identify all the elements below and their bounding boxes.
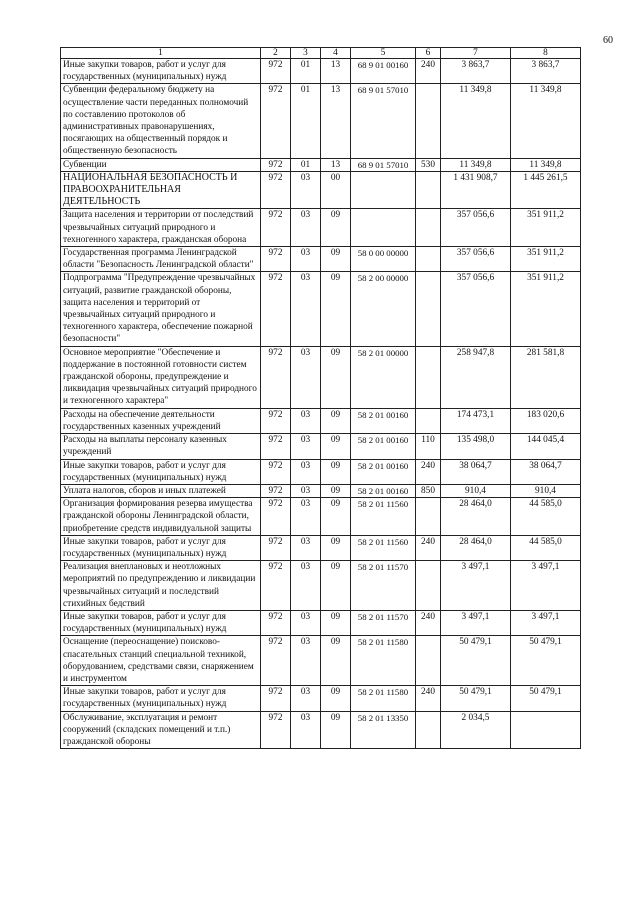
cell-target-article: 58 2 01 00160 — [351, 408, 416, 433]
table-row — [61, 59, 581, 84]
header-cell: 7 — [441, 48, 511, 59]
cell-expense-type — [416, 711, 441, 749]
cell-name: Иные закупки товаров, работ и услуг для государственных (муниципальных) нужд — [61, 59, 261, 84]
header-cell: 4 — [321, 48, 351, 59]
cell-name: Расходы на обеспечение деятельности государственных казенных учреждений — [61, 408, 261, 433]
cell-name: НАЦИОНАЛЬНАЯ БЕЗОПАСНОСТЬ И ПРАВООХРАНИТЕЛЬНАЯ ДЕЯТЕЛЬНОСТЬ — [61, 171, 261, 209]
cell-section: 03 — [291, 711, 321, 749]
cell-ministry-code: 972 — [261, 408, 291, 433]
cell-amount-year2: 11 349,8 — [511, 84, 581, 158]
cell-amount-year1: 11 349,8 — [441, 84, 511, 158]
cell-subsection: 09 — [321, 346, 351, 408]
table-row — [61, 84, 581, 158]
cell-amount-year1: 910,4 — [441, 484, 511, 497]
cell-subsection: 00 — [321, 171, 351, 209]
table-row — [61, 484, 581, 497]
table-row — [61, 636, 581, 686]
cell-amount-year2: 3 497,1 — [511, 561, 581, 611]
header-cell: 8 — [511, 48, 581, 59]
cell-amount-year2: 183 020,6 — [511, 408, 581, 433]
cell-amount-year1: 50 479,1 — [441, 686, 511, 711]
table-row — [61, 434, 581, 459]
header-cell: 2 — [261, 48, 291, 59]
cell-amount-year2: 144 045,4 — [511, 434, 581, 459]
cell-subsection: 09 — [321, 610, 351, 635]
cell-target-article: 68 9 01 00160 — [351, 59, 416, 84]
cell-subsection: 09 — [321, 272, 351, 346]
cell-ministry-code: 972 — [261, 498, 291, 536]
cell-name: Субвенции — [61, 158, 261, 171]
cell-name: Иные закупки товаров, работ и услуг для государственных (муниципальных) нужд — [61, 686, 261, 711]
cell-target-article: 58 2 01 11580 — [351, 686, 416, 711]
cell-section: 01 — [291, 59, 321, 84]
cell-ministry-code: 972 — [261, 158, 291, 171]
cell-ministry-code: 972 — [261, 711, 291, 749]
cell-subsection: 09 — [321, 209, 351, 247]
cell-expense-type — [416, 498, 441, 536]
cell-amount-year1: 3 863,7 — [441, 59, 511, 84]
table-row — [61, 561, 581, 611]
cell-amount-year2: 351 911,2 — [511, 272, 581, 346]
cell-subsection: 09 — [321, 636, 351, 686]
cell-ministry-code: 972 — [261, 59, 291, 84]
cell-section: 03 — [291, 686, 321, 711]
cell-subsection: 09 — [321, 498, 351, 536]
cell-expense-type — [416, 408, 441, 433]
table-row — [61, 498, 581, 536]
cell-expense-type — [416, 272, 441, 346]
cell-expense-type: 240 — [416, 459, 441, 484]
cell-subsection: 09 — [321, 434, 351, 459]
cell-section: 03 — [291, 535, 321, 560]
page-number: 60 — [603, 35, 613, 46]
table-row — [61, 711, 581, 749]
cell-subsection: 09 — [321, 686, 351, 711]
cell-amount-year2: 50 479,1 — [511, 686, 581, 711]
cell-amount-year2: 1 445 261,5 — [511, 171, 581, 209]
header-cell: 6 — [416, 48, 441, 59]
cell-target-article: 58 2 01 00000 — [351, 346, 416, 408]
cell-ministry-code: 972 — [261, 346, 291, 408]
cell-amount-year2: 3 863,7 — [511, 59, 581, 84]
table-row — [61, 459, 581, 484]
cell-subsection: 09 — [321, 535, 351, 560]
cell-ministry-code: 972 — [261, 247, 291, 272]
header-cell: 3 — [291, 48, 321, 59]
cell-amount-year2: 351 911,2 — [511, 209, 581, 247]
cell-amount-year1: 357 056,6 — [441, 247, 511, 272]
cell-amount-year2: 910,4 — [511, 484, 581, 497]
cell-name: Иные закупки товаров, работ и услуг для государственных (муниципальных) нужд — [61, 459, 261, 484]
cell-expense-type: 850 — [416, 484, 441, 497]
table-row — [61, 535, 581, 560]
cell-amount-year2: 351 911,2 — [511, 247, 581, 272]
cell-name: Иные закупки товаров, работ и услуг для государственных (муниципальных) нужд — [61, 535, 261, 560]
table-row — [61, 346, 581, 408]
cell-section: 03 — [291, 561, 321, 611]
cell-ministry-code: 972 — [261, 171, 291, 209]
cell-target-article — [351, 171, 416, 209]
cell-ministry-code: 972 — [261, 84, 291, 158]
cell-amount-year1: 357 056,6 — [441, 209, 511, 247]
cell-amount-year2 — [511, 711, 581, 749]
cell-target-article: 58 2 01 00160 — [351, 459, 416, 484]
cell-expense-type — [416, 346, 441, 408]
cell-subsection: 09 — [321, 459, 351, 484]
cell-target-article: 58 2 00 00000 — [351, 272, 416, 346]
cell-amount-year1: 38 064,7 — [441, 459, 511, 484]
cell-name: Субвенции федеральному бюджету на осуществление части переданных полномочий по составлению протоколов об административных правонарушениях, посягающих на общественный порядок и общественную безопасность — [61, 84, 261, 158]
cell-expense-type — [416, 636, 441, 686]
table-row — [61, 247, 581, 272]
cell-amount-year2: 44 585,0 — [511, 535, 581, 560]
cell-amount-year1: 2 034,5 — [441, 711, 511, 749]
cell-name: Уплата налогов, сборов и иных платежей — [61, 484, 261, 497]
cell-name: Защита населения и территории от последствий чрезвычайных ситуаций природного и техногенного характера, гражданская оборона — [61, 209, 261, 247]
cell-target-article: 58 2 01 11570 — [351, 561, 416, 611]
cell-expense-type: 240 — [416, 686, 441, 711]
cell-name: Подпрограмма "Предупреждение чрезвычайных ситуаций, развитие гражданской обороны, защита населения и территорий от чрезвычайных ситуаций природного и техногенного характера, обеспечение пожарной безопасности" — [61, 272, 261, 346]
cell-section: 03 — [291, 434, 321, 459]
cell-name: Расходы на выплаты персоналу казенных учреждений — [61, 434, 261, 459]
cell-target-article: 58 2 01 11560 — [351, 498, 416, 536]
cell-expense-type: 110 — [416, 434, 441, 459]
table-row — [61, 171, 581, 209]
cell-target-article: 58 2 01 11580 — [351, 636, 416, 686]
cell-name: Основное мероприятие "Обеспечение и поддержание в постоянной готовности систем гражданской обороны, предупреждение и ликвидация чрезвычайных ситуаций природного и техногенного характера" — [61, 346, 261, 408]
cell-subsection: 13 — [321, 84, 351, 158]
cell-expense-type: 240 — [416, 59, 441, 84]
cell-expense-type: 240 — [416, 610, 441, 635]
cell-amount-year1: 357 056,6 — [441, 272, 511, 346]
cell-section: 01 — [291, 158, 321, 171]
table-row — [61, 209, 581, 247]
cell-section: 03 — [291, 636, 321, 686]
cell-ministry-code: 972 — [261, 484, 291, 497]
cell-ministry-code: 972 — [261, 459, 291, 484]
cell-amount-year2: 281 581,8 — [511, 346, 581, 408]
cell-expense-type: 240 — [416, 535, 441, 560]
cell-ministry-code: 972 — [261, 610, 291, 635]
cell-section: 03 — [291, 610, 321, 635]
cell-section: 03 — [291, 484, 321, 497]
cell-expense-type — [416, 209, 441, 247]
cell-section: 03 — [291, 459, 321, 484]
header-cell: 1 — [61, 48, 261, 59]
cell-target-article: 58 2 01 11560 — [351, 535, 416, 560]
cell-section: 03 — [291, 247, 321, 272]
cell-section: 03 — [291, 171, 321, 209]
cell-target-article: 58 2 01 11570 — [351, 610, 416, 635]
cell-amount-year2: 50 479,1 — [511, 636, 581, 686]
cell-section: 01 — [291, 84, 321, 158]
header-cell: 5 — [351, 48, 416, 59]
cell-amount-year1: 3 497,1 — [441, 610, 511, 635]
cell-target-article: 58 2 01 13350 — [351, 711, 416, 749]
table-row — [61, 158, 581, 171]
cell-ministry-code: 972 — [261, 209, 291, 247]
cell-ministry-code: 972 — [261, 535, 291, 560]
cell-ministry-code: 972 — [261, 686, 291, 711]
cell-target-article: 68 9 01 57010 — [351, 84, 416, 158]
cell-amount-year1: 258 947,8 — [441, 346, 511, 408]
table-row — [61, 408, 581, 433]
cell-target-article: 58 0 00 00000 — [351, 247, 416, 272]
cell-subsection: 09 — [321, 561, 351, 611]
cell-name: Реализация внеплановых и неотложных мероприятий по предупреждению и ликвидации чрезвычайных ситуаций и последствий стихийных бедствий — [61, 561, 261, 611]
table-row — [61, 686, 581, 711]
cell-amount-year1: 174 473,1 — [441, 408, 511, 433]
cell-section: 03 — [291, 498, 321, 536]
cell-amount-year1: 28 464,0 — [441, 535, 511, 560]
cell-amount-year1: 28 464,0 — [441, 498, 511, 536]
cell-amount-year1: 50 479,1 — [441, 636, 511, 686]
cell-expense-type — [416, 84, 441, 158]
cell-section: 03 — [291, 209, 321, 247]
cell-name: Иные закупки товаров, работ и услуг для государственных (муниципальных) нужд — [61, 610, 261, 635]
cell-section: 03 — [291, 408, 321, 433]
cell-ministry-code: 972 — [261, 272, 291, 346]
cell-amount-year2: 44 585,0 — [511, 498, 581, 536]
cell-name: Государственная программа Ленинградской области "Безопасность Ленинградской области" — [61, 247, 261, 272]
cell-ministry-code: 972 — [261, 434, 291, 459]
cell-section: 03 — [291, 272, 321, 346]
cell-expense-type: 530 — [416, 158, 441, 171]
cell-name: Обслуживание, эксплуатация и ремонт сооружений (складских помещений и т.п.) гражданской обороны — [61, 711, 261, 749]
cell-amount-year2: 38 064,7 — [511, 459, 581, 484]
cell-subsection: 09 — [321, 408, 351, 433]
cell-subsection: 09 — [321, 484, 351, 497]
table-row — [61, 610, 581, 635]
table-row — [61, 272, 581, 346]
cell-name: Оснащение (переоснащение) поисково-спасательных станций специальной техникой, оборудованием, средствами связи, снаряжением и инструментом — [61, 636, 261, 686]
cell-subsection: 09 — [321, 711, 351, 749]
cell-name: Организация формирования резерва имущества гражданской обороны Ленинградской области, приобретение средств индивидуальной защиты — [61, 498, 261, 536]
header-row — [61, 48, 581, 59]
cell-expense-type — [416, 171, 441, 209]
cell-section: 03 — [291, 346, 321, 408]
cell-subsection: 13 — [321, 158, 351, 171]
cell-amount-year2: 11 349,8 — [511, 158, 581, 171]
cell-target-article — [351, 209, 416, 247]
budget-table — [60, 47, 581, 749]
cell-expense-type — [416, 247, 441, 272]
cell-target-article: 58 2 01 00160 — [351, 484, 416, 497]
cell-amount-year1: 3 497,1 — [441, 561, 511, 611]
cell-amount-year1: 135 498,0 — [441, 434, 511, 459]
cell-expense-type — [416, 561, 441, 611]
cell-ministry-code: 972 — [261, 636, 291, 686]
cell-amount-year1: 11 349,8 — [441, 158, 511, 171]
cell-subsection: 09 — [321, 247, 351, 272]
cell-target-article: 68 9 01 57010 — [351, 158, 416, 171]
cell-amount-year2: 3 497,1 — [511, 610, 581, 635]
cell-target-article: 58 2 01 00160 — [351, 434, 416, 459]
cell-subsection: 13 — [321, 59, 351, 84]
cell-ministry-code: 972 — [261, 561, 291, 611]
cell-amount-year1: 1 431 908,7 — [441, 171, 511, 209]
